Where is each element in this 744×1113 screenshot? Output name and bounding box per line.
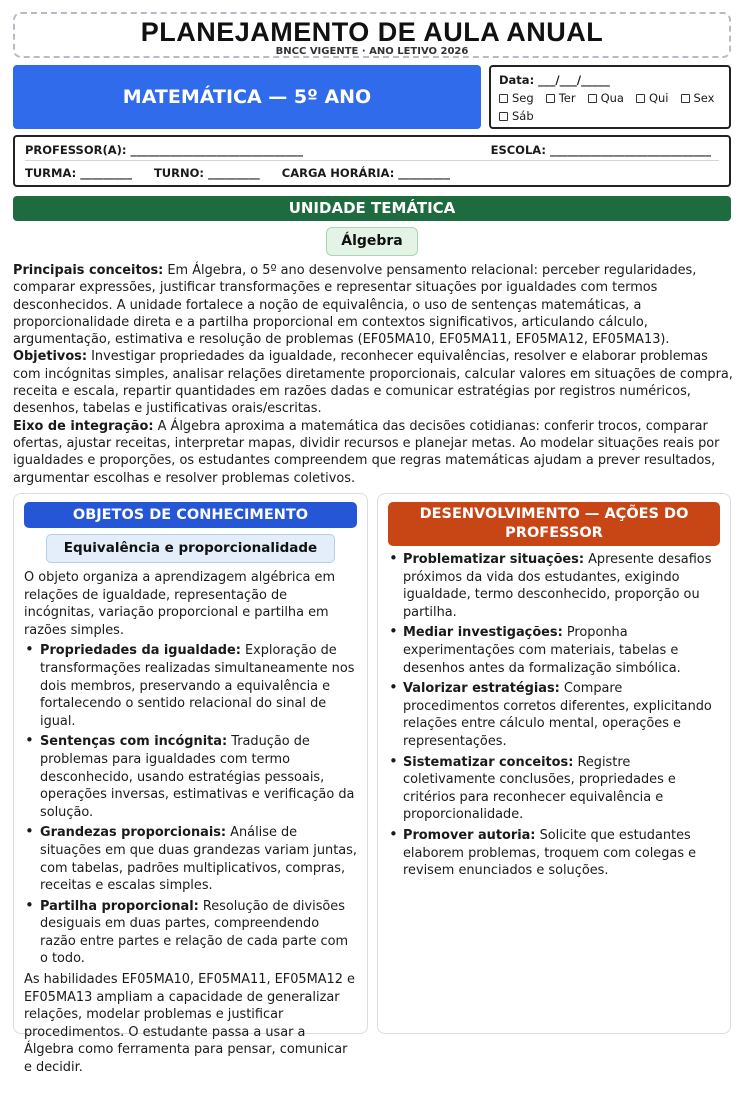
checkbox-icon — [546, 94, 555, 103]
date-field[interactable]: Data: ___/___/_____ — [499, 73, 610, 87]
carga-horaria-field[interactable]: CARGA HORÁRIA: _________ — [281, 166, 451, 180]
weekday-checkboxes — [499, 89, 721, 125]
list-item: • Valorizar estratégias: Compare procedimentos corretos diferentes, explicitando relações entre cálculo mental, operações e representações. — [388, 680, 720, 750]
list-item: • Propriedades da igualdade: Exploração de transformações realizadas simultaneamente nos dois membros, preservando a equivalência e fortalecendo o sentido relacional do sinal de igual. — [24, 642, 357, 730]
checkbox-sex[interactable]: Sex — [681, 89, 715, 107]
page-title: PLANEJAMENTO DE AULA ANUAL — [140, 17, 604, 47]
turma-field[interactable]: TURMA: _________ — [25, 166, 132, 180]
principais-conceitos: Principais conceitos: Em Álgebra, o 5º ano desenvolve pensamento relacional: perceber regularidades, comparar expressões, justificar transformações e representar situações por igualdades com termos desconhecidos. A unidade fortalece a noção de equivalência, o uso de sentenças matemáticas, a proporcionalidade direta e a partilha proporcional em contextos significativos, articulando cálculo, argumentação, estimativa e resolução de problemas (EF05MA10, EF05MA11, EF05MA12, EF05MA13). — [13, 263, 697, 348]
checkbox-icon — [499, 94, 508, 103]
desenvolvimento-header: DESENVOLVIMENTO — AÇÕES DO PROFESSOR — [388, 502, 720, 546]
acoes-list — [388, 551, 720, 880]
unit-section-header: UNIDADE TEMÁTICA — [13, 196, 731, 221]
desenvolvimento-card — [377, 493, 731, 1034]
list-item: • Partilha proporcional: Resolução de divisões desiguais em duas partes, compreendendo razão entre partes e relação de cada parte com o todo. — [24, 898, 357, 968]
objetos-topic: Equivalência e proporcionalidade — [46, 534, 335, 563]
objetos-conhecimento-card — [13, 493, 368, 1076]
objetos-intro: O objeto organiza a aprendizagem algébrica em relações de igualdade, representação de incógnitas, variação proporcional e partilha em razões simples. — [24, 570, 336, 638]
objetivos: Objetivos: Investigar propriedades da igualdade, reconhecer equivalências, resolver e elaborar problemas com incógnitas simples, analisar relações diretamente proporcionais, calcular valores em situações de compra, receita e escala, repartir quantidades em razões dadas e comunicar estratégias por registros numéricos, desenhos, tabelas e justificativas orais/escritas. — [13, 349, 733, 417]
page-header — [13, 12, 731, 58]
checkbox-qua[interactable]: Qua — [588, 89, 624, 107]
unit-description — [13, 262, 733, 487]
list-item: • Grandezas proporcionais: Análise de situações em que duas grandezas variam juntas, com tabelas, padrões multiplicativos, compras, receitas e escalas simples. — [24, 824, 357, 894]
date-box — [489, 65, 731, 129]
checkbox-icon — [588, 94, 597, 103]
turno-field[interactable]: TURNO: _________ — [153, 166, 260, 180]
professor-field[interactable]: PROFESSOR(A): ______________________________ — [25, 143, 303, 157]
list-item: • Promover autoria: Solicite que estudantes elaborem problemas, troquem com colegas e revisem enunciados e soluções. — [388, 827, 720, 880]
checkbox-sab[interactable]: Sáb — [499, 107, 534, 125]
list-item: • Mediar investigações: Proponha experimentações com materiais, tabelas e desenhos antes da formalização simbólica. — [388, 624, 720, 677]
objetos-closing: As habilidades EF05MA10, EF05MA11, EF05MA12 e EF05MA13 ampliam a capacidade de generalizar relações, modelar problemas e justificar procedimentos. O estudante passa a usar a Álgebra como ferramenta para pensar, comunicar e decidir. — [24, 972, 355, 1076]
checkbox-icon — [499, 112, 508, 121]
list-item: • Problematizar situações: Apresente desafios próximos da vida dos estudantes, exigindo igualdade, termo desconhecido, proporção ou partilha. — [388, 551, 720, 621]
checkbox-qui[interactable]: Qui — [636, 89, 669, 107]
escola-field[interactable]: ESCOLA: ____________________________ — [490, 143, 711, 157]
checkbox-icon — [681, 94, 690, 103]
checkbox-icon — [636, 94, 645, 103]
objetos-list — [24, 642, 357, 968]
list-item: • Sentenças com incógnita: Tradução de problemas para igualdades com termo desconhecido, usando estratégias pessoais, operações inversas, estimativas e verificação da solução. — [24, 733, 357, 821]
list-item: • Sistematizar conceitos: Registre coletivamente conclusões, propriedades e critérios para reconhecer equivalência e proporcionalidade. — [388, 754, 720, 824]
unit-name-badge: Álgebra — [326, 227, 418, 256]
subject-banner: MATEMÁTICA — 5º ANO — [13, 65, 481, 129]
teacher-info-box — [13, 135, 731, 187]
checkbox-seg[interactable]: Seg — [499, 89, 534, 107]
checkbox-ter[interactable]: Ter — [546, 89, 576, 107]
eixo-integracao: Eixo de integração: A Álgebra aproxima a matemática das decisões cotidianas: conferir trocos, comparar ofertas, ajustar receitas, interpretar mapas, dividir recursos e planejar metas. Ao modelar situações reais por igualdades e proporções, os estudantes compreendem que regras matemáticas ajudam a prever resultados, argumentar escolhas e resolver problemas coletivos. — [13, 418, 720, 486]
objetos-header: OBJETOS DE CONHECIMENTO — [24, 502, 357, 528]
page-subtitle: BNCC VIGENTE · ANO LETIVO 2026 — [275, 46, 469, 57]
